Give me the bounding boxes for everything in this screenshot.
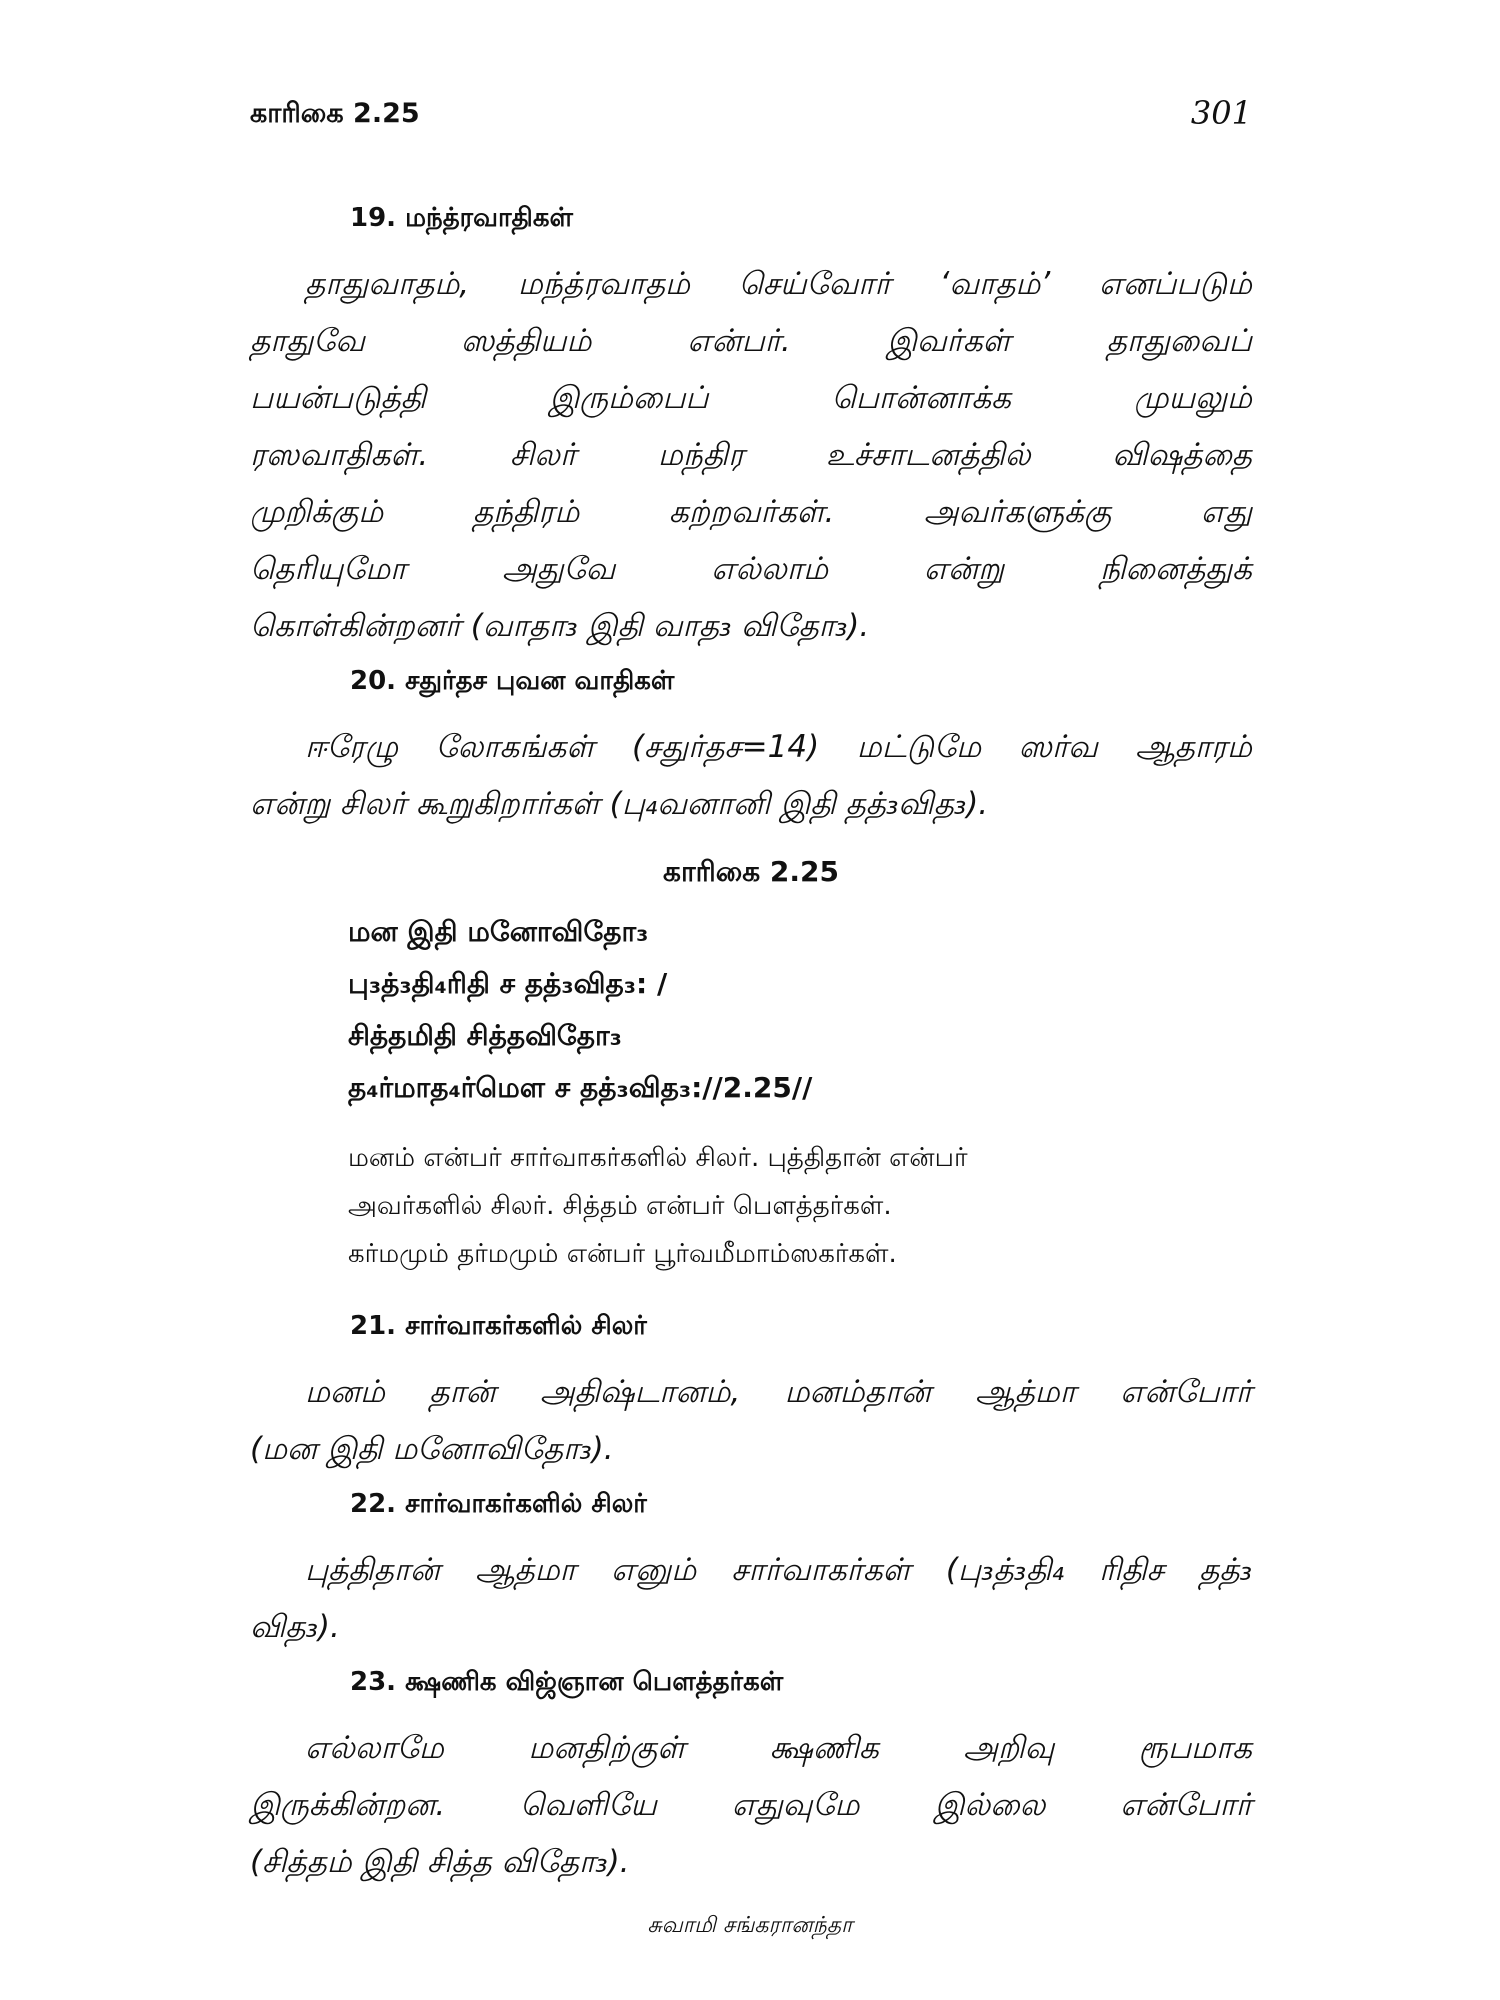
text-line: ரஸவாதிகள். சிலர் மந்திர உச்சாடனத்தில் விஷத்தை bbox=[250, 437, 1252, 473]
section-23-title: 23. க்ஷணிக விஜ்ஞான பௌத்தர்கள் bbox=[350, 1667, 784, 1697]
text-line: வித₃). bbox=[250, 1609, 340, 1645]
section-22-paragraph bbox=[250, 1542, 1252, 1656]
verse-line: சித்தமிதி சித்தவிதோ₃ bbox=[348, 1019, 622, 1052]
verse-line: மன இதி மனோவிதோ₃ bbox=[348, 915, 649, 948]
text-line: கொள்கின்றனர் (வாதா₃ இதி வாத₃ விதோ₃). bbox=[250, 608, 870, 644]
karika-title: காரிகை 2.25 bbox=[663, 855, 839, 888]
section-19-paragraph bbox=[250, 256, 1252, 655]
text-line: எல்லாமே மனதிற்குள் க்ஷணிக அறிவு ரூபமாக bbox=[305, 1730, 1252, 1766]
karika-commentary bbox=[348, 1134, 1252, 1278]
text-line: முறிக்கும் தந்திரம் கற்றவர்கள். அவர்களுக்கு எது bbox=[250, 494, 1252, 530]
page-number: 301 bbox=[1190, 94, 1252, 132]
verse-line: பு₃த்₃தி₄ரிதி ச தத்₃வித₃: / bbox=[348, 967, 668, 1000]
section-20-paragraph bbox=[250, 719, 1252, 833]
commentary-line: கர்மமும் தர்மமும் என்பர் பூர்வமீமாம்ஸகர்கள். bbox=[348, 1239, 897, 1269]
section-21-title: 21. சார்வாகர்களில் சிலர் bbox=[350, 1311, 647, 1341]
text-line: தாதுவாதம், மந்த்ரவாதம் செய்வோர் ‘வாதம்’ எனப்படும் bbox=[305, 266, 1252, 302]
verse-line: த₄ர்மாத₄ர்மௌ ச தத்₃வித₃://2.25// bbox=[348, 1071, 813, 1104]
section-20-title: 20. சதுர்தச புவன வாதிகள் bbox=[350, 666, 675, 696]
text-line: (சித்தம் இதி சித்த விதோ₃). bbox=[250, 1844, 630, 1880]
section-19-title: 19. மந்த்ரவாதிகள் bbox=[350, 203, 573, 233]
text-line: பயன்படுத்தி இரும்பைப் பொன்னாக்க முயலும் bbox=[250, 380, 1252, 416]
page-footer-author: சுவாமி சங்கரானந்தா bbox=[647, 1913, 853, 1938]
page-header bbox=[250, 94, 1252, 138]
running-head: காரிகை 2.25 bbox=[250, 98, 420, 129]
text-line: தெரியுமோ அதுவே எல்லாம் என்று நினைத்துக் bbox=[250, 551, 1252, 587]
text-line: (மன இதி மனோவிதோ₃). bbox=[250, 1431, 614, 1467]
page-body bbox=[250, 200, 1252, 1899]
text-line: ஈரேழு லோகங்கள் (சதுர்தச=14) மட்டுமே ஸர்வ ஆதாரம் bbox=[305, 729, 1252, 765]
commentary-line: மனம் என்பர் சார்வாகர்களில் சிலர். புத்திதான் என்பர் bbox=[348, 1143, 968, 1173]
text-line: என்று சிலர் கூறுகிறார்கள் (பு₄வனானி இதி தத்₃வித₃). bbox=[250, 786, 989, 822]
text-line: இருக்கின்றன. வெளியே எதுவுமே இல்லை என்போர் bbox=[250, 1787, 1252, 1823]
section-22-title: 22. சார்வாகர்களில் சிலர் bbox=[350, 1489, 647, 1519]
text-line: மனம் தான் அதிஷ்டானம், மனம்தான் ஆத்மா என்போர் bbox=[305, 1374, 1252, 1410]
karika-verse bbox=[348, 906, 1252, 1114]
commentary-line: அவர்களில் சிலர். சித்தம் என்பர் பௌத்தர்கள். bbox=[348, 1191, 892, 1221]
section-23-paragraph bbox=[250, 1720, 1252, 1891]
section-21-paragraph bbox=[250, 1364, 1252, 1478]
text-line: தாதுவே ஸத்தியம் என்பர். இவர்கள் தாதுவைப் bbox=[250, 323, 1252, 359]
text-line: புத்திதான் ஆத்மா எனும் சார்வாகர்கள் (பு₃த்₃தி₄ ரிதிச தத்₃ bbox=[305, 1552, 1252, 1588]
